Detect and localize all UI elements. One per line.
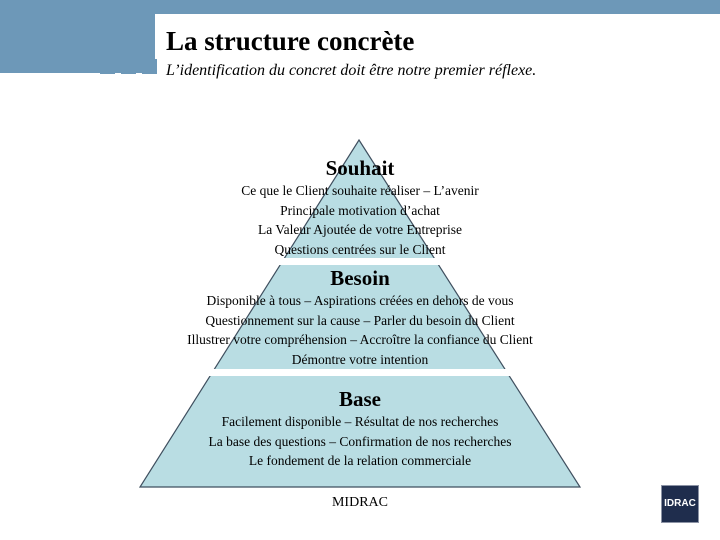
idrac-logo [661, 485, 699, 523]
level-heading: Base [339, 387, 381, 411]
level-line: Questionnement sur la cause – Parler du besoin du Client [205, 312, 515, 328]
pyramid-divider-2 [140, 369, 580, 376]
page-subtitle: L’identification du concret doit être notre premier réflexe. [166, 62, 537, 79]
pyramid-level-besoin [110, 265, 610, 369]
level-line: La base des questions – Confirmation de nos recherches [208, 433, 512, 449]
level-line: Facilement disponible – Résultat de nos recherches [221, 414, 499, 429]
level-line: Disponible à tous – Aspirations créées en dehors de vous [206, 293, 514, 308]
level-line: Le fondement de la relation commerciale [248, 453, 472, 468]
level-line: Illustrer votre compréhension – Accroître la confiance du Client [187, 332, 533, 347]
pyramid-divider-1 [140, 258, 580, 265]
page-title: La structure concrète [166, 26, 415, 56]
footer-text: MIDRAC [331, 495, 388, 510]
pyramid-level-base [110, 386, 610, 471]
level-heading: Souhait [325, 156, 395, 180]
logo-text: IDRAC [664, 498, 696, 509]
level-line: Ce que le Client souhaite réaliser – L’avenir [241, 183, 479, 198]
level-line: Démontre votre intention [291, 351, 429, 367]
level-heading: Besoin [330, 266, 390, 290]
level-line: Principale motivation d’achat [280, 202, 440, 218]
pyramid-level-souhait [160, 155, 560, 259]
level-line: Questions centrées sur le Client [274, 241, 446, 257]
level-line: La Valeur Ajoutée de votre Entreprise [257, 222, 463, 237]
